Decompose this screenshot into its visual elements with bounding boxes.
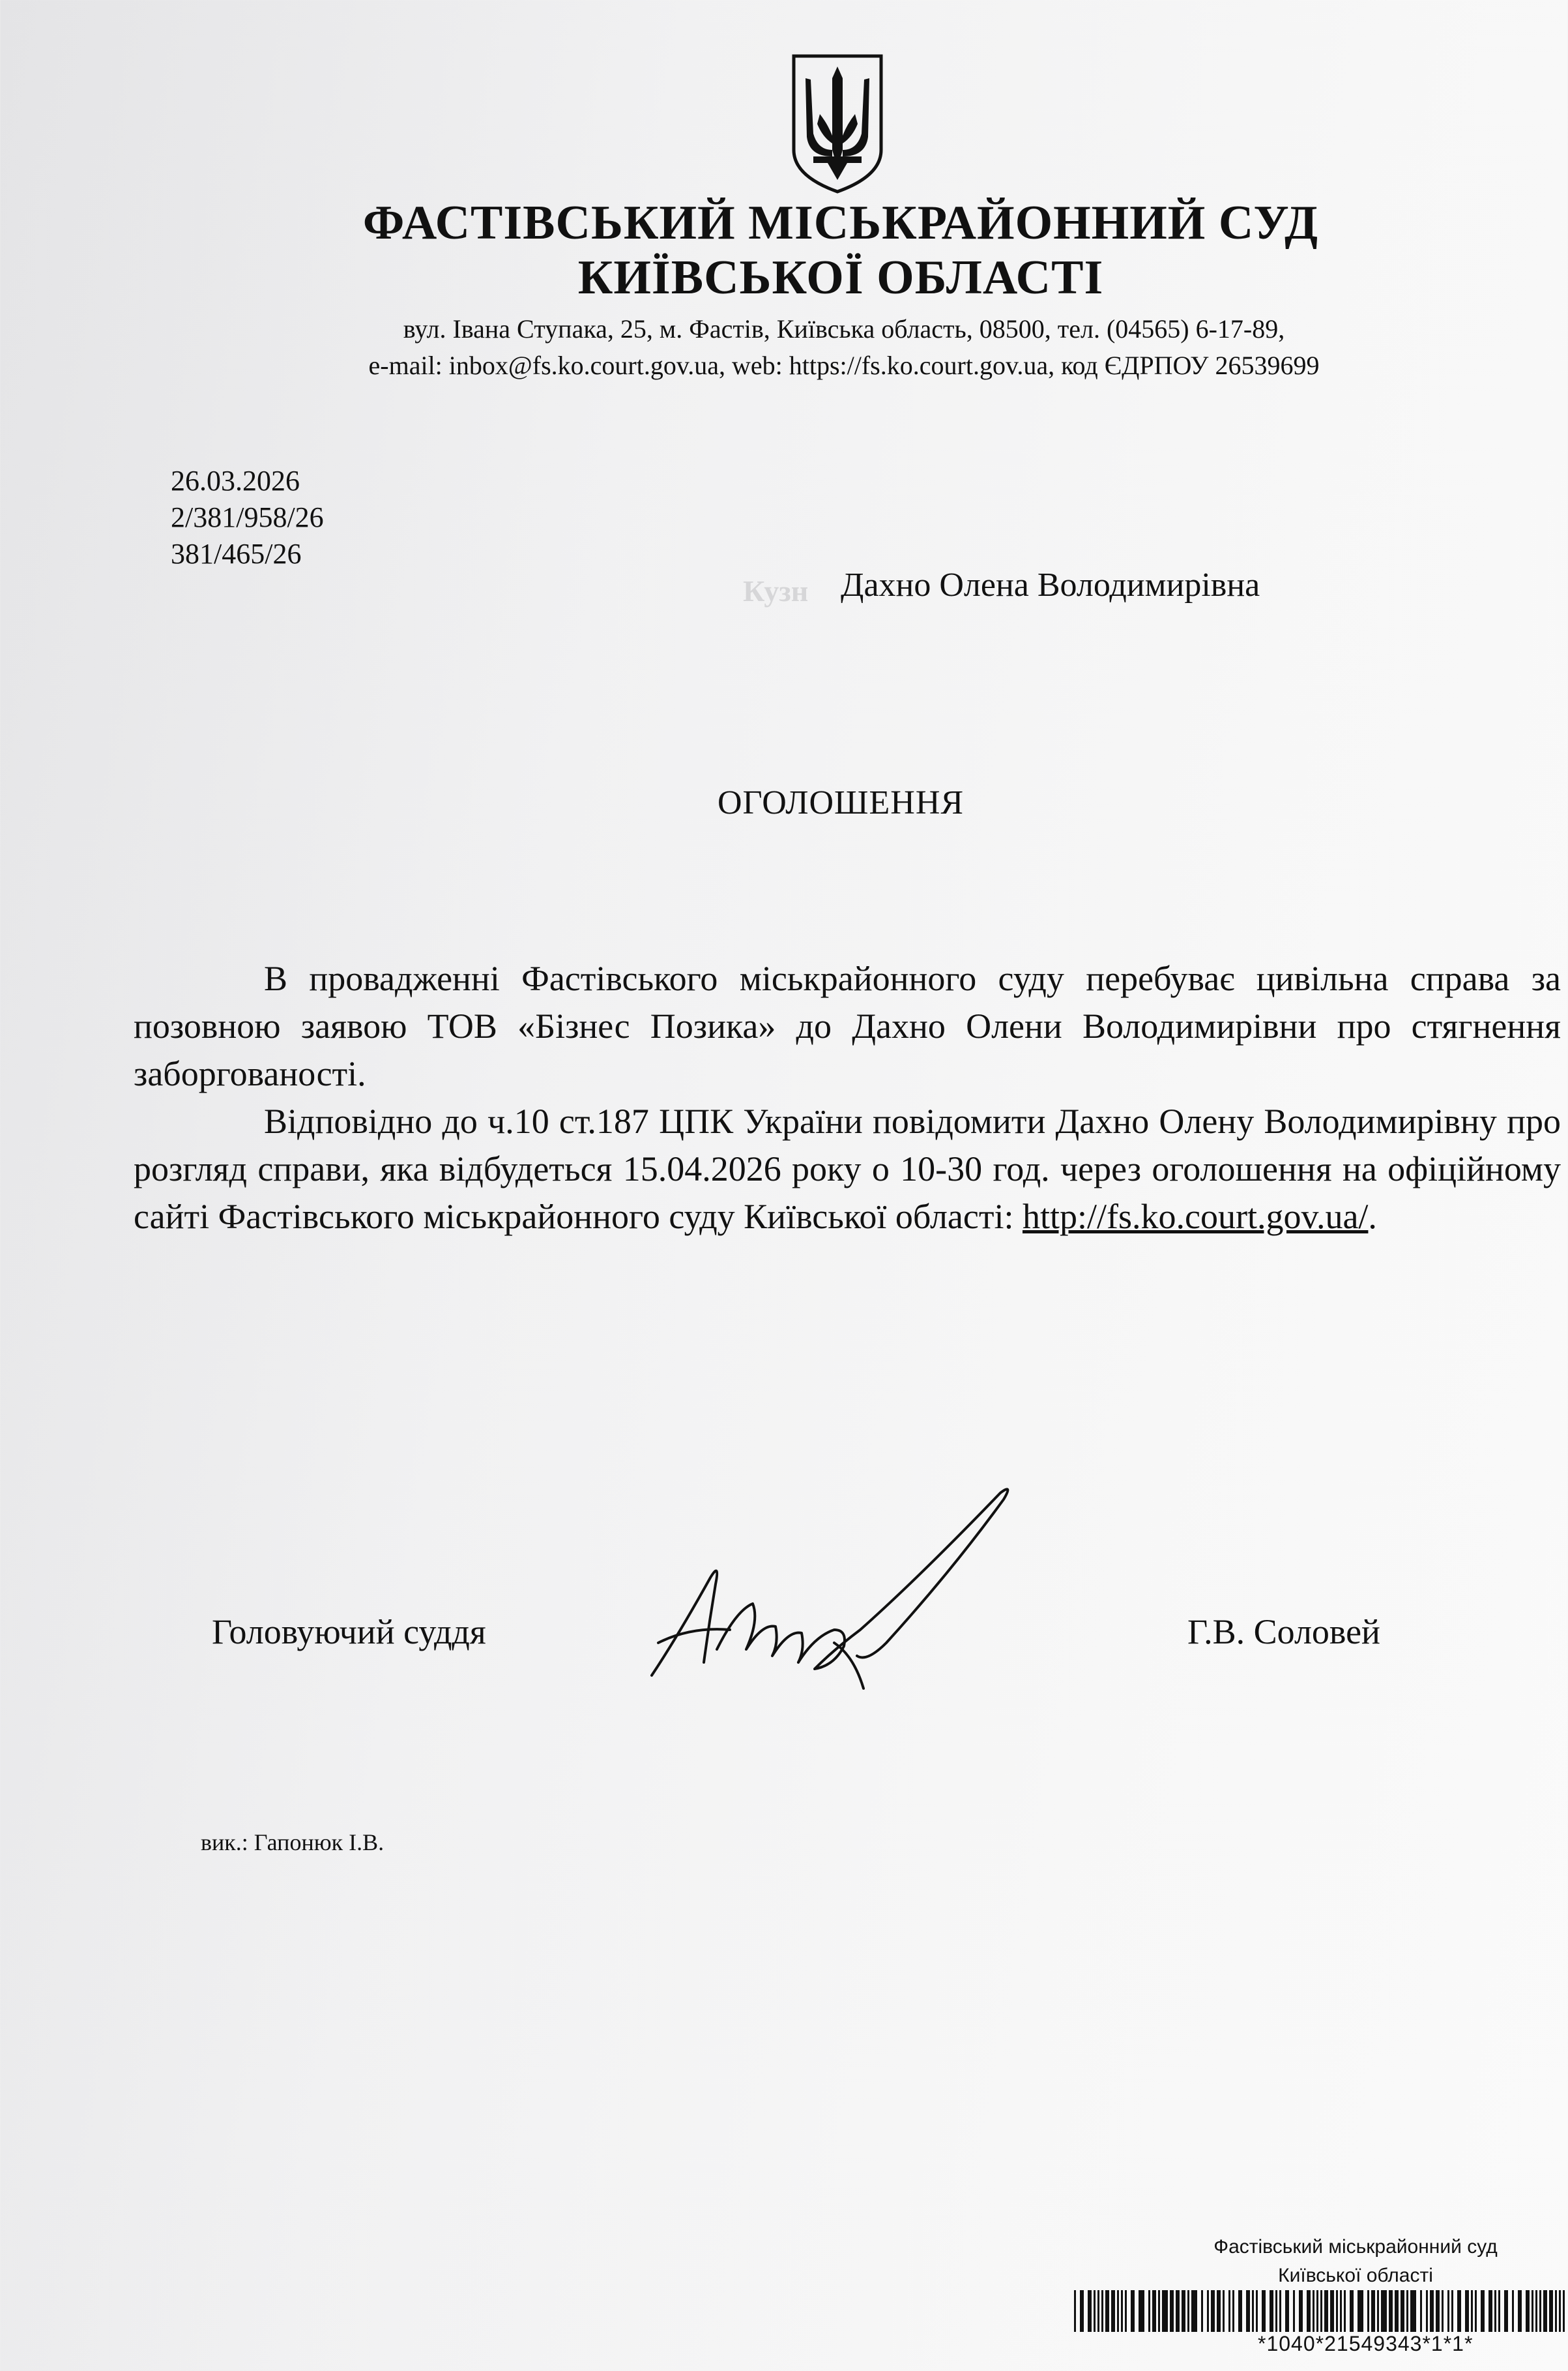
- barcode-number: *1040*21549343*1*1*: [1258, 2332, 1474, 2355]
- barcode-bar: [1430, 2290, 1434, 2332]
- barcode-bar: [1518, 2290, 1522, 2332]
- barcode-bar: [1504, 2290, 1508, 2332]
- barcode-bar: [1559, 2290, 1561, 2332]
- barcode-bar: [1232, 2290, 1234, 2332]
- barcode-bar: [1121, 2290, 1123, 2332]
- barcode-bar: [1131, 2290, 1135, 2332]
- barcode-bar: [1117, 2290, 1119, 2332]
- barcode-bar: [1256, 2290, 1258, 2332]
- barcode-bar: [1377, 2290, 1379, 2332]
- executor-note: вик.: Гапонюк І.В.: [201, 1829, 385, 1855]
- barcode-bar: [1176, 2290, 1180, 2332]
- signatory-name: Г.В. Соловей: [1187, 1612, 1380, 1651]
- barcode-bar: [1442, 2290, 1444, 2332]
- barcode-bar: [1481, 2290, 1485, 2332]
- barcode-bar: [1191, 2290, 1197, 2332]
- body-paragraph-2-text: Відповідно до ч.10 ст.187 ЦПК України повідомити Дахно Олену Володимирівну про розгляд справи, яка відбудеться 15.04.2026 року о 10-30 год. через оголошення на офіційному сайті Фастівського міськрайонного суду Київської області:: [134, 1102, 1561, 1236]
- case-number: 2/381/958/26: [171, 501, 324, 533]
- barcode-bar: [1336, 2290, 1338, 2332]
- barcode-bar: [1447, 2290, 1449, 2332]
- barcode-bar: [1340, 2290, 1342, 2332]
- barcode-bar: [1357, 2290, 1363, 2332]
- barcode-bar: [1080, 2290, 1084, 2332]
- barcode-bar: [1316, 2290, 1318, 2332]
- barcode-bar: [1498, 2290, 1500, 2332]
- barcode-bar: [1532, 2290, 1533, 2332]
- handwritten-signature: [639, 1480, 1017, 1701]
- barcode-bar: [1539, 2290, 1541, 2332]
- barcode-bar: [1436, 2290, 1440, 2332]
- barcode-bar: [1187, 2290, 1189, 2332]
- court-website-link[interactable]: http://fs.ko.court.gov.ua/: [1022, 1197, 1369, 1236]
- barcode-bar: [1201, 2290, 1203, 2332]
- barcode-bar: [1158, 2290, 1160, 2332]
- barcode-bar: [1170, 2290, 1174, 2332]
- barcode-bar: [1344, 2290, 1346, 2332]
- barcode-bar: [1381, 2290, 1387, 2332]
- barcode-bar: [1543, 2290, 1547, 2332]
- barcode-bar: [1152, 2290, 1156, 2332]
- barcode-bar: [1207, 2290, 1209, 2332]
- barcode-bar: [1465, 2290, 1469, 2332]
- barcode-bar: [1526, 2290, 1530, 2332]
- barcode-bar: [1285, 2290, 1289, 2332]
- barcode-bar: [1270, 2290, 1273, 2332]
- address-line1: вул. Івана Ступака, 25, м. Фастів, Київська область, 08500, тел. (04565) 6-17-89,: [403, 314, 1285, 344]
- barcode-bar: [1471, 2290, 1473, 2332]
- barcode-caption-line2: Київської області: [1278, 2265, 1433, 2286]
- barcode-bar: [1350, 2290, 1354, 2332]
- recipient-name: Дахно Олена Володимирівна: [841, 567, 1260, 604]
- barcode-bar: [1313, 2290, 1314, 2332]
- court-name-line1: ФАСТІВСЬКИЙ МІСЬКРАЙОННИЙ СУД: [362, 196, 1319, 250]
- trident-emblem-icon: [789, 52, 886, 196]
- barcode-bar: [1555, 2290, 1557, 2332]
- document-body: [134, 955, 1561, 1241]
- barcode-bar: [1162, 2290, 1168, 2332]
- barcode-bar: [1475, 2290, 1477, 2332]
- barcode-bar: [1395, 2290, 1399, 2332]
- barcode-bar: [1563, 2290, 1565, 2332]
- barcode-bar: [1406, 2290, 1408, 2332]
- barcode-bar: [1535, 2290, 1537, 2332]
- barcode-bar: [1320, 2290, 1322, 2332]
- barcode-bar: [1279, 2290, 1281, 2332]
- body-paragraph-2-end: .: [1368, 1197, 1377, 1236]
- address-line2: e-mail: inbox@fs.ko.court.gov.ua, web: https://fs.ko.court.gov.ua, код ЄДРПОУ 26539699: [368, 351, 1320, 380]
- document-title: ОГОЛОШЕННЯ: [717, 784, 965, 821]
- barcode-bar: [1389, 2290, 1393, 2332]
- body-paragraph-2: [134, 1098, 1561, 1241]
- barcode-bar: [1217, 2290, 1221, 2332]
- court-address: [0, 311, 1568, 384]
- signatory-role: Головуючий суддя: [212, 1612, 486, 1651]
- barcode-bar: [1330, 2290, 1334, 2332]
- barcode-bar: [1074, 2290, 1076, 2332]
- barcode-bar: [1307, 2290, 1311, 2332]
- barcode-bar: [1494, 2290, 1496, 2332]
- barcode-bar: [1457, 2290, 1461, 2332]
- body-paragraph-1: В провадженні Фастівського міськрайонного суду перебуває цивільна справа за позовною заявою ТОВ «Бізнес Позика» до Дахно Олени Володимирівни про стягнення заборгованості.: [134, 959, 1561, 1093]
- barcode-bar: [1299, 2290, 1303, 2332]
- barcode-caption-line1: Фастівський міськрайонний суд: [1213, 2236, 1498, 2258]
- barcode-bar: [1324, 2290, 1328, 2332]
- barcode-bar: [1101, 2290, 1103, 2332]
- barcode-bar: [1410, 2290, 1416, 2332]
- barcode-bar: [1512, 2290, 1514, 2332]
- barcode-bar: [1111, 2290, 1115, 2332]
- barcode-bar: [1549, 2290, 1553, 2332]
- barcode-bar: [1293, 2290, 1295, 2332]
- court-name-line2: КИЇВСЬКОЇ ОБЛАСТІ: [577, 251, 1104, 304]
- barcode-bar: [1262, 2290, 1266, 2332]
- barcode-bar: [1182, 2290, 1185, 2332]
- barcode-bar: [1088, 2290, 1092, 2332]
- barcode-bar: [1223, 2290, 1225, 2332]
- barcode-caption: [1056, 2233, 1568, 2290]
- barcode-bar: [1094, 2290, 1096, 2332]
- barcode-bar: [1105, 2290, 1109, 2332]
- barcode-bar: [1420, 2290, 1422, 2332]
- barcode-bar: [1401, 2290, 1404, 2332]
- bleed-through-mark: Кузн: [743, 574, 809, 608]
- barcode-bar: [1367, 2290, 1369, 2332]
- barcode-bar: [1252, 2290, 1254, 2332]
- barcode-bar: [1228, 2290, 1230, 2332]
- barcode: [1074, 2290, 1568, 2332]
- barcode-bar: [1148, 2290, 1150, 2332]
- barcode-bar: [1488, 2290, 1492, 2332]
- court-name: [0, 196, 1568, 305]
- barcode-bar: [1238, 2290, 1242, 2332]
- barcode-bar: [1426, 2290, 1428, 2332]
- barcode-bar: [1451, 2290, 1453, 2332]
- barcode-bar: [1097, 2290, 1099, 2332]
- barcode-bar: [1139, 2290, 1144, 2332]
- barcode-bar: [1211, 2290, 1215, 2332]
- barcode-bar: [1371, 2290, 1375, 2332]
- proceeding-number: 381/465/26: [171, 538, 302, 570]
- barcode-bar: [1246, 2290, 1250, 2332]
- barcode-bar: [1125, 2290, 1127, 2332]
- document-date: 26.03.2026: [171, 465, 300, 497]
- barcode-bar: [1275, 2290, 1277, 2332]
- document-references: [171, 463, 324, 572]
